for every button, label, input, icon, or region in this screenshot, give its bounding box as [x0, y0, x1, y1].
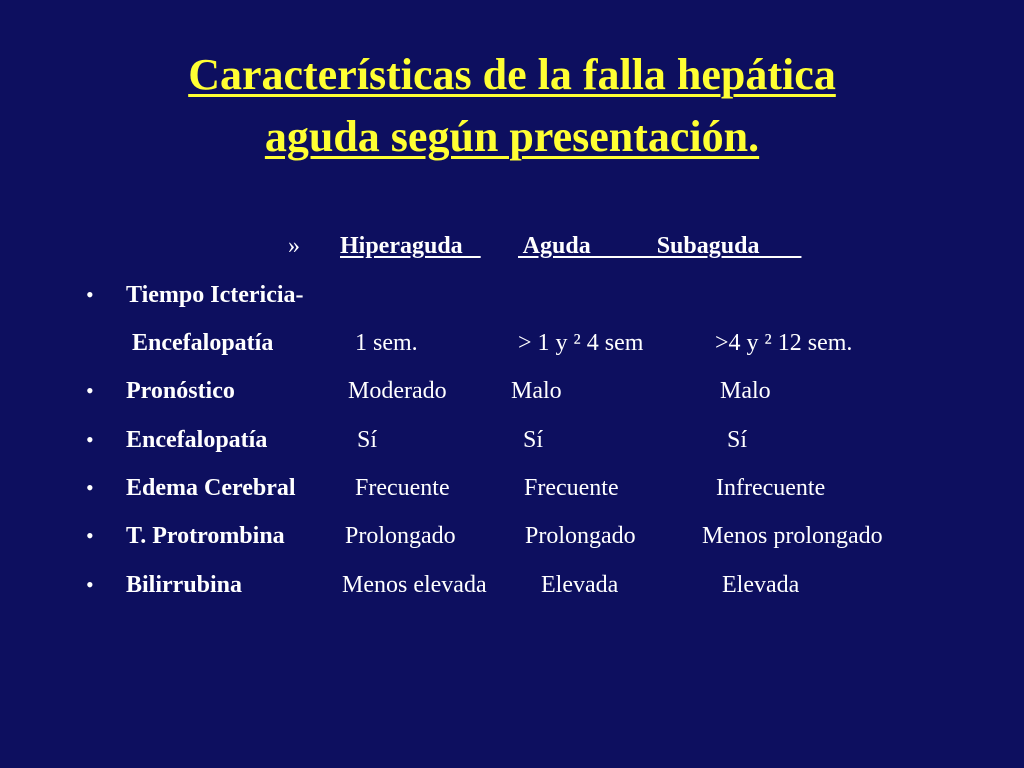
bullet-icon: • [86, 378, 94, 403]
slide-title [0, 44, 1024, 168]
row-edema-label: Edema Cerebral [126, 475, 296, 501]
row-tiempo-hiperaguda: 1 sem. [355, 330, 418, 356]
row-protrombina-aguda: Prolongado [525, 523, 636, 549]
row-edema-hiperaguda: Frecuente [355, 475, 450, 501]
row-bilirrubina-aguda: Elevada [541, 572, 619, 598]
row-encefalopatia-aguda: Sí [523, 427, 544, 453]
title-line-2: aguda según presentación. [264, 112, 760, 161]
bullet-icon: • [86, 282, 94, 307]
row-protrombina-subaguda: Menos prolongado [702, 523, 883, 549]
bullet-icon: • [86, 523, 94, 548]
header-marker: » [288, 233, 300, 259]
header-aguda-subaguda: Aguda Subaguda [518, 233, 802, 259]
row-tiempo-label: Tiempo Ictericia- [126, 282, 304, 308]
row-pronostico-label: Pronóstico [126, 378, 235, 404]
row-encefalopatia-label: Encefalopatía [126, 427, 268, 453]
row-tiempo-sub-label: Encefalopatía [132, 330, 274, 356]
row-tiempo-subaguda: >4 y ² 12 sem. [715, 330, 853, 356]
row-bilirrubina-hiperaguda: Menos elevada [342, 572, 487, 598]
row-pronostico-hiperaguda: Moderado [348, 378, 447, 404]
row-edema-aguda: Frecuente [524, 475, 619, 501]
row-tiempo-aguda: > 1 y ² 4 sem [518, 330, 644, 356]
row-encefalopatia-hiperaguda: Sí [357, 427, 378, 453]
row-pronostico-subaguda: Malo [720, 378, 771, 404]
row-encefalopatia-subaguda: Sí [727, 427, 748, 453]
bullet-icon: • [86, 475, 94, 500]
bullet-icon: • [86, 572, 94, 597]
row-bilirrubina-label: Bilirrubina [126, 572, 243, 598]
row-protrombina-label: T. Protrombina [126, 523, 285, 549]
bullet-icon: • [86, 427, 94, 452]
row-protrombina-hiperaguda: Prolongado [345, 523, 456, 549]
title-line-1: Características de la falla hepática [188, 50, 836, 99]
row-pronostico-aguda: Malo [511, 378, 562, 404]
row-edema-subaguda: Infrecuente [716, 475, 826, 501]
header-hiperaguda: Hiperaguda [340, 233, 481, 259]
row-bilirrubina-subaguda: Elevada [722, 572, 800, 598]
